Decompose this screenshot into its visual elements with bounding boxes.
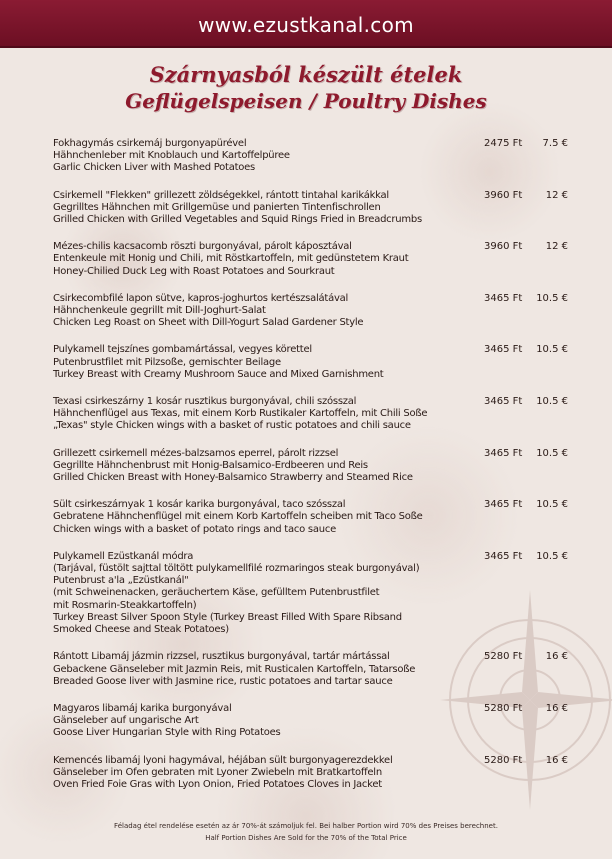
- price-eur: 16 €: [545, 754, 568, 766]
- dish-name-line: Texasi csirkeszárny 1 kosár rusztikus burgonyával, chili szósszal: [53, 396, 357, 408]
- dish-name-line: Oven Fried Foie Gras with Lyon Onion, Fried Potatoes Cloves in Jacket: [53, 778, 382, 790]
- price-eur: 16 €: [545, 702, 568, 714]
- dish-name-line: Entenkeule mit Honig und Chili, mit Röstkartoffeln, mit gedünstetem Kraut: [53, 253, 409, 265]
- dish-name-line: „Texas" style Chicken wings with a basket of rustic potatoes and chili sauce: [53, 420, 411, 432]
- price-huf: 3465 Ft: [484, 550, 523, 562]
- dish-name-line: Garlic Chicken Liver with Mashed Potatoes: [53, 162, 256, 174]
- menu-item: [53, 448, 583, 485]
- menu-item: [53, 651, 583, 688]
- dish-name-line: Kemencés libamáj lyoni hagymával, héjában sült burgonyagerezdekkel: [53, 754, 393, 766]
- dish-name-line: Turkey Breast with Creamy Mushroom Sauce and Mixed Garnishment: [53, 368, 384, 380]
- menu-item: [53, 499, 583, 536]
- menu-item: [53, 190, 583, 227]
- dish-name-line: Putenbrustfilet mit Pilzsoße, gemischter Beilage: [53, 356, 281, 368]
- dish-name-line: Grilled Chicken Breast with Honey-Balsamico Strawberry and Steamed Rice: [53, 472, 413, 484]
- dish-name-line: Smoked Cheese and Steak Potatoes): [53, 624, 229, 636]
- dish-name-line: Csirkemell "Flekken" grillezett zöldségekkel, rántott tintahal karikákkal: [53, 189, 389, 201]
- price-huf: 5280 Ft: [484, 754, 523, 766]
- price-eur: 10.5 €: [536, 447, 568, 459]
- price-eur: 10.5 €: [536, 344, 568, 356]
- dish-names: [53, 448, 473, 485]
- footnote-line: Half Portion Dishes Are Sold for the 70% of the Total Price: [205, 834, 407, 842]
- price-eur: 7.5 €: [542, 138, 568, 149]
- dish-name-line: Pulykamell Ezüstkanál módra: [53, 550, 194, 562]
- menu-item: [53, 241, 583, 278]
- menu-item: [53, 396, 583, 433]
- dish-names: [53, 190, 473, 227]
- dish-name-line: (Tarjával, füstölt sajttal töltött pulykamellfilé rozmaringos steak burgonyával): [53, 563, 420, 575]
- dish-name-line: Gebratene Hähnchenflügel mit einem Korb Kartoffeln scheiben mit Taco Soße: [53, 511, 423, 523]
- dish-name-line: Sült csirkeszárnyak 1 kosár karika burgonyával, taco szósszal: [53, 499, 346, 511]
- menu-item: [53, 755, 583, 792]
- price-huf: 3465 Ft: [484, 344, 523, 356]
- site-url[interactable]: www.ezustkanal.com: [198, 13, 414, 37]
- dish-name-line: Grilled Chicken with Grilled Vegetables and Squid Rings Fried in Breadcrumbs: [53, 214, 422, 226]
- menu-item: [53, 138, 583, 175]
- price-huf: 3960 Ft: [484, 241, 523, 253]
- price-huf: 3465 Ft: [484, 499, 523, 511]
- menu-item: [53, 703, 583, 740]
- price-eur: 10.5 €: [536, 396, 568, 408]
- dish-name-line: Chicken Leg Roast on Sheet with Dill-Yogurt Salad Gardener Style: [53, 317, 364, 329]
- price-huf: 3465 Ft: [484, 447, 523, 459]
- price-eur: 10.5 €: [536, 550, 568, 562]
- price-huf: 3960 Ft: [484, 189, 523, 201]
- dish-name-line: Csirkecombfilé lapon sütve, kapros-joghurtos kertészsalátával: [53, 292, 349, 304]
- price-eur: 10.5 €: [536, 292, 568, 304]
- dish-name-line: Rántott Libamáj jázmin rizzsel, rusztikus burgonyával, tartár mártással: [53, 651, 390, 663]
- dish-name-line: Putenbrust a'la „Ezüstkanál": [53, 575, 189, 587]
- dish-name-line: Magyaros libamáj karika burgonyával: [53, 702, 232, 714]
- dish-name-line: Pulykamell tejszínes gombamártással, vegyes körettel: [53, 344, 312, 356]
- dish-name-line: Honey-Chilied Duck Leg with Roast Potatoes and Sourkraut: [53, 265, 335, 277]
- dish-name-line: Turkey Breast Silver Spoon Style (Turkey Breast Filled With Spare Ribsand: [53, 611, 402, 623]
- dish-names: [53, 651, 473, 688]
- price-huf: 5280 Ft: [484, 651, 523, 663]
- dish-name-line: Gänseleber im Ofen gebraten mit Lyoner Zwiebeln mit Bratkartoffeln: [53, 766, 382, 778]
- dish-name-line: mit Rosmarin-Steakkartoffeln): [53, 599, 197, 611]
- price-huf: 5280 Ft: [484, 702, 523, 714]
- dish-name-line: Gänseleber auf ungarische Art: [53, 715, 199, 727]
- dish-names: [53, 293, 473, 330]
- dish-names: [53, 755, 473, 792]
- dish-name-line: Goose Liver Hungarian Style with Ring Potatoes: [53, 727, 281, 739]
- footnote-line: Féladag étel rendelése esetén az ár 70%-át számoljuk fel. Bei halber Portion wird 70% des Preises berechnet.: [114, 822, 498, 830]
- dish-name-line: Gebackene Gänseleber mit Jazmin Reis, mit Rusticalen Kartoffeln, Tatarsoße: [53, 663, 416, 675]
- price-huf: 3465 Ft: [484, 396, 523, 408]
- page-title: [0, 62, 612, 114]
- dish-name-line: Hähnchenflügel aus Texas, mit einem Korb Rustikaler Kartoffeln, mit Chili Soße: [53, 408, 428, 420]
- menu-item: [53, 293, 583, 330]
- header-bar: [0, 0, 612, 48]
- footnote: [0, 820, 612, 844]
- dish-names: [53, 138, 473, 175]
- dish-name-line: Breaded Goose liver with Jasmine rice, rustic potatoes and tartar sauce: [53, 675, 393, 687]
- title-hungarian: Szárnyasból készült ételek: [149, 62, 463, 87]
- dish-name-line: Chicken wings with a basket of potato rings and taco sauce: [53, 523, 336, 535]
- dish-names: [53, 396, 473, 433]
- title-german-english: Geflügelspeisen / Poultry Dishes: [125, 89, 487, 113]
- price-huf: 2475 Ft: [484, 138, 523, 149]
- dish-name-line: Hähnchenleber mit Knoblauch und Kartoffelpüree: [53, 150, 290, 162]
- dish-name-line: Gegrillte Hähnchenbrust mit Honig-Balsamico-Erdbeeren und Reis: [53, 459, 368, 471]
- dish-name-line: Grillezett csirkemell mézes-balzsamos eperrel, párolt rizzsel: [53, 447, 339, 459]
- menu-item: [53, 344, 583, 381]
- dish-name-line: Hähnchenkeule gegrillt mit Dill-Joghurt-Salat: [53, 305, 266, 317]
- menu-item: [53, 551, 583, 636]
- price-eur: 12 €: [545, 241, 568, 253]
- dish-names: [53, 344, 473, 381]
- dish-names: [53, 241, 473, 278]
- price-eur: 10.5 €: [536, 499, 568, 511]
- price-eur: 16 €: [545, 651, 568, 663]
- dish-name-line: (mit Schweinenacken, geräuchertem Käse, gefülltem Putenbrustfilet: [53, 587, 380, 599]
- dish-name-line: Gegrilltes Hähnchen mit Grillgemüse und panierten Tintenfischrollen: [53, 201, 381, 213]
- dish-name-line: Fokhagymás csirkemáj burgonyapürével: [53, 138, 247, 149]
- dish-names: [53, 551, 473, 636]
- price-huf: 3465 Ft: [484, 292, 523, 304]
- price-eur: 12 €: [545, 189, 568, 201]
- menu-list: [53, 138, 583, 806]
- dish-name-line: Mézes-chilis kacsacomb röszti burgonyával, párolt káposztával: [53, 241, 352, 253]
- dish-names: [53, 703, 473, 740]
- dish-names: [53, 499, 473, 536]
